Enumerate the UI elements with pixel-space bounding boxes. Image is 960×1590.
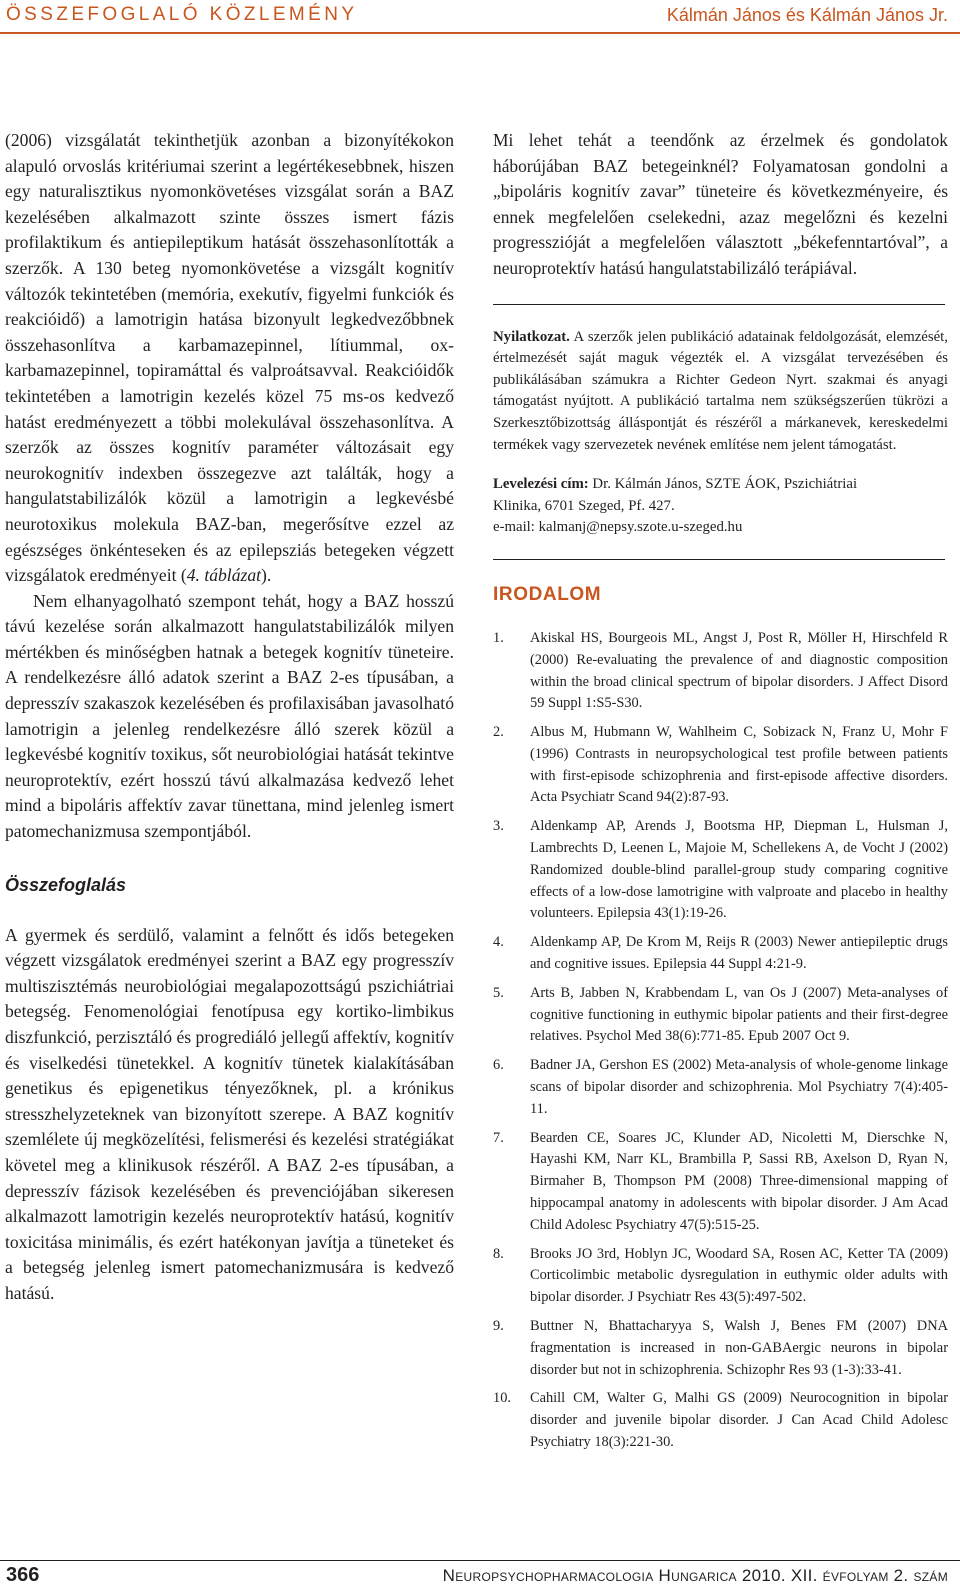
reference-item [493, 1055, 948, 1120]
paragraph-1: (2006) vizsgálatát tekinthetjük azonban a bizonyítékokon alapuló orvoslás kritériumai szerint a legértékesebbnek, hiszen egy naturalisztikus nyomonkövetéses vizsgálat során a BAZ kezelésében alkalmazott szinte összes ismert fázis profilaktikum és antiepileptikum hatását összehasonlították a szerzők. A 130 beteg nyomonkövetése a vizsgált kognitív változók tekintetében (memória, exekutív, figyelmi funkciók és reakcióidő) a lamotrigin hatása bizonyult legkedvezőbbnek összehasonlítva a karbamazepinnel, lítiummal, ox-karbamazepinnel, topiramáttal és valproátsavval. Reakcióidők tekintetében a lamotrigin kezelés közel 75 ms-os kedvező hatást eredményezett a többi molekulával összehasonlítva. A szerzők az összes kognitív paraméter változásait egy neurokognitív indexben összegezve azt találták, hogy a hangulatstabilizálók közül a lamotrigin a legkevésbé neurotoxikus molekula BAZ-ban, megerősítve ezzel az egészséges önkénteseken és az epilepsziás betegeken végzett vizsgálatok eredményeit (4. táblázat). [5, 130, 454, 586]
disclosure-label: Nyilatkozat. [493, 328, 570, 345]
reference-item [493, 816, 948, 925]
left-column [5, 128, 454, 1307]
running-authors: Kálmán János és Kálmán János Jr. [666, 5, 948, 25]
reference-item [493, 628, 948, 715]
reference-number: 6. [493, 1057, 504, 1074]
reference-text: Akiskal HS, Bourgeois ML, Angst J, Post R, Möller H, Hirschfeld R (2000) Re-evaluating the prevalence of and diagnostic composition within the broad clinical spectrum of bipolar disorders. J Affect Disord 59 Suppl 1:S5-S30. [530, 629, 948, 712]
reference-text: Aldenkamp AP, De Krom M, Reijs R (2003) Newer antiepileptic drugs and cognitive issues. Epilepsia 44 Suppl 4:21-9. [530, 934, 948, 973]
reference-number: 7. [493, 1129, 504, 1146]
table-reference: 4. táblázat [186, 565, 262, 586]
journal-name: Neuropsychopharmacologia Hungarica 2010. XII. évfolyam 2. szám [442, 1566, 948, 1585]
reference-text: Bearden CE, Soares JC, Klunder AD, Nicoletti M, Dierschke N, Hayashi KM, Narr KL, Brambilla P, Sassi RB, Axelson D, Ryan N, Birmaher B, Thompson PM (2008) Three-dimensional mapping of hippocampal anatomy in adolescents with bipolar disorder. J Am Acad Child Adolesc Psychiatry 47(5):515-25. [530, 1129, 948, 1233]
reference-number: 4. [493, 934, 504, 951]
intro-paragraph: Mi lehet tehát a teendőnk az érzelmek és gondolatok háborújában BAZ betegeinknél? Folyamatosan gondolni a „bipoláris kognitív zavar” tüneteire és következményeire, és ennek megfelelően cselekedni, azaz megelőzni és kezelni progresszióját a megfelelően választott „békefenntartóval”, a neuroprotektív hatású hangulatstabilizáló terápiával. [493, 130, 948, 278]
reference-text: Aldenkamp AP, Arends J, Bootsma HP, Diepman L, Hulsman J, Lambrechts D, Leenen L, Majoie M, Schellekens A, de Vocht J (2002) Randomized double-blind parallel-group study comparing cognitive effects of a low-dose lamotrigine with valproate and placebo in healthy volunteers. Epilepsia 43(1):19-26. [530, 818, 948, 922]
reference-text: Brooks JO 3rd, Hoblyn JC, Woodard SA, Rosen AC, Ketter TA (2009) Corticolimbic metabolic dysregulation in euthymic older adults with bipolar disorder. J Psychiatr Res 43(5):497-502. [530, 1245, 948, 1306]
reference-number: 10. [493, 1390, 511, 1407]
reference-number: 8. [493, 1245, 504, 1262]
summary-heading: Összefoglalás [5, 874, 127, 895]
reference-number: 3. [493, 818, 504, 835]
reference-number: 2. [493, 724, 504, 741]
reference-number: 1. [493, 629, 504, 646]
page-footer [0, 1560, 960, 1590]
reference-item [493, 722, 948, 809]
reference-list [493, 628, 948, 1454]
correspondence-label: Levelezési cím: [493, 476, 589, 493]
reference-text: Albus M, Hubmann W, Wahlheim C, Sobizack N, Franz U, Mohr F (1996) Contrasts in neuropsychological test profile between patients with first-episode schizophrenia and first-episode affective disorders. Acta Psychiatr Scand 94(2):87-93. [530, 724, 948, 806]
summary-paragraph: A gyermek és serdülő, valamint a felnőtt és idős betegeken végzett vizsgálatok eredményei szerint a BAZ egy progresszív multiszisztémás neurobiológiai megalapozottságú pszichiátriai betegség. Fenomenológiai fenotípusa egy kortiko-limbikus diszfunkció, perzisztáló és progrediáló jellegű affektív, kognitív és viselkedési tünetekkel. A kognitív tünetek kialakításában genetikus és epigenetikus tényezőknek, pl. a krónikus stresszhelyzeteknek van bizonyított szerepe. A BAZ kognitív szemlélete új megközelítési, felismerési és kezelési stratégiákat követel meg a klinikusok részéről. A BAZ 2-es típusában, a depresszív fázisok kezelésében és prevenciójában sikeresen alkalmazott lamotrigin kezelés neuroprotektív hatású, kognitív toxicitása minimális, és ezért hatékonyan javítja a tüneteket és a betegség jelenleg ismert patomechanizmusára is kedvező hatású. [5, 924, 454, 1303]
page-number: 366 [6, 1564, 40, 1586]
paragraph-2: Nem elhanyagolható szempont tehát, hogy a BAZ hosszú távú kezelése során alkalmazott hangulatstabilizálók milyen mértékben és minőségben hatnak a betegek kognitív tüneteire. A rendelkezésre álló adatok szerint a BAZ 2-es típusában, a depresszív szakaszok kezelésében és profilaxisában javasolható lamotrigin a jelenleg rendelkezésre álló szerek közül a legkevésbé kognitív toxikus, sőt neurobiológiai hatását tekintve neuroprotektív, ezért hosszú távú alkalmazása kedvező lehet mind a bipoláris affektív zavar tünettana, mind jelenleg ismert patomechanizmusa szempontjából. [5, 590, 454, 842]
footer-rule [0, 1560, 960, 1561]
reference-item [493, 932, 948, 976]
reference-text: Arts B, Jabben N, Krabbendam L, van Os J (2007) Meta-analyses of cognitive functioning in euthymic bipolar patients and their first-degree relatives. Psychol Med 38(6):771-85. Epub 2007 Oct 9. [530, 984, 948, 1045]
reference-item [493, 983, 948, 1048]
disclosure: Nyilatkozat. A szerzők jelen publikáció adatainak feldolgozását, elemzését, értelmezését saját maguk végezték el. A vizsgálat tervezésében és publikálásában számukra a Richter Gedeon Nyrt. szakmai és anyagi támogatást nyújtott. A publikáció tartalma nem szükségszerűen tükrözi a Szerkesztőbizottság álláspontját és részéről a márkanevek, kereskedelmi termékek vagy szervezetek nevének említése nem jelent támogatást. [493, 328, 948, 453]
divider [493, 304, 945, 305]
references-heading: IRODALOM [493, 583, 602, 605]
divider [493, 559, 945, 560]
reference-text: Buttner N, Bhattacharyya S, Walsh J, Benes FM (2007) DNA fragmentation is increased in non-GABAergic neurons in bipolar disorder but not in schizophrenia. Schizophr Res 93 (1-3):33-41. [530, 1318, 948, 1378]
section-title: ÖSSZEFOGLALÓ KÖZLEMÉNY [6, 4, 358, 25]
page-header [0, 0, 960, 36]
reference-item [493, 1316, 948, 1381]
email[interactable]: e-mail: kalmanj@nepsy.szote.u-szeged.hu [493, 519, 743, 536]
reference-item [493, 1388, 948, 1453]
reference-number: 5. [493, 984, 504, 1001]
reference-text: Cahill CM, Walter G, Malhi GS (2009) Neurocognition in bipolar disorder and juvenile bipolar disorder. J Can Acad Child Adolesc Psychiatry 18(3):221-30. [530, 1390, 948, 1450]
right-column [493, 128, 948, 1461]
correspondence: Levelezési cím: Dr. Kálmán János, SZTE ÁOK, Pszichiátriai Klinika, 6701 Szeged, Pf. 427. e-mail: kalmanj@nepsy.szote.u-szeged.hu [493, 474, 948, 539]
reference-text: Badner JA, Gershon ES (2002) Meta-analysis of whole-genome linkage scans of bipolar disorder and schizophrenia. Mol Psychiatry 7(4):405-11. [530, 1057, 948, 1117]
reference-number: 9. [493, 1318, 504, 1335]
reference-item [493, 1128, 948, 1237]
reference-item [493, 1244, 948, 1309]
header-rule [0, 32, 960, 34]
